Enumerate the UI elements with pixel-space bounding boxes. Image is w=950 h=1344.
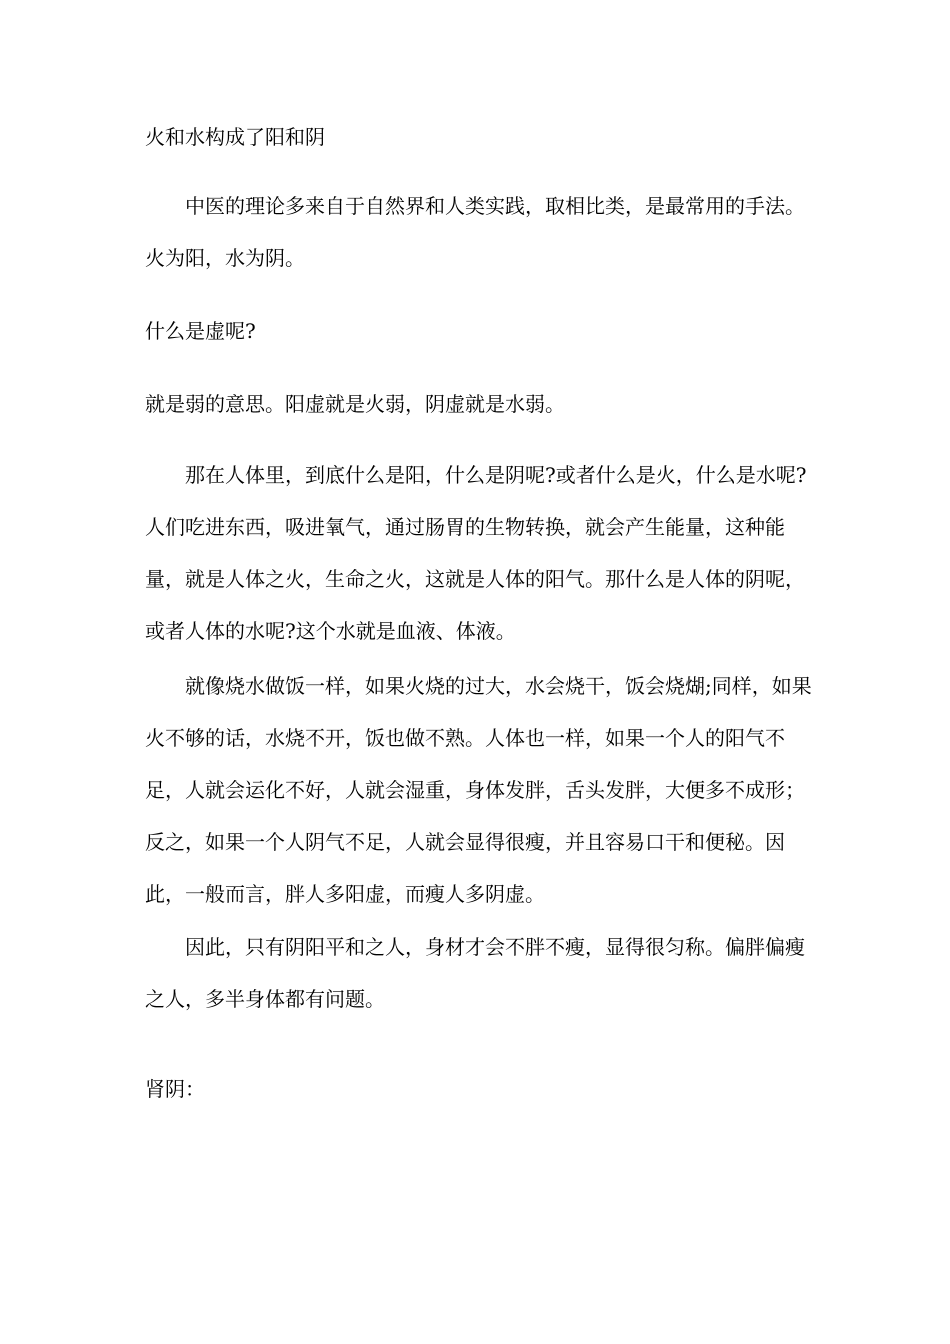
paragraph-balance: 因此，只有阴阳平和之人，身材才会不胖不瘦，显得很匀称。偏胖偏瘦之人，多半身体都有问题。: [145, 935, 805, 1011]
paragraph-yin-yang-in-body: 那在人体里，到底什么是阳，什么是阴呢?或者什么是火，什么是水呢?人们吃进东西，吸进氧气，通过肠胃的生物转换，就会产生能量，这种能量，就是人体之火，生命之火，这就是人体的阳气。那什么是人体的阴呢，或者人体的水呢?这个水就是血液、体液。: [145, 463, 807, 643]
paragraph-answer-deficiency: 就是弱的意思。阳虚就是火弱，阴虚就是水弱。: [145, 392, 565, 416]
paragraph-cooking-analogy: 就像烧水做饭一样，如果火烧的过大，水会烧干，饭会烧煳;同样，如果火不够的话，水烧不开，饭也做不熟。人体也一样，如果一个人的阳气不足，人就会运化不好，人就会湿重，身体发胖，舌头发胖，大便多不成形；反之，如果一个人阴气不足，人就会显得很瘦，并且容易口干和便秘。因此，一般而言，胖人多阳虚，而瘦人多阴虚。: [145, 674, 812, 906]
document-title: 火和水构成了阳和阴: [145, 125, 325, 149]
paragraph-question-deficiency: 什么是虚呢?: [145, 319, 256, 343]
section-heading-kidney-yin: 肾阴：: [145, 1077, 205, 1101]
paragraph-tcm-theory: 中医的理论多来自于自然界和人类实践，取相比类，是最常用的手法。火为阳，水为阴。: [145, 194, 805, 270]
